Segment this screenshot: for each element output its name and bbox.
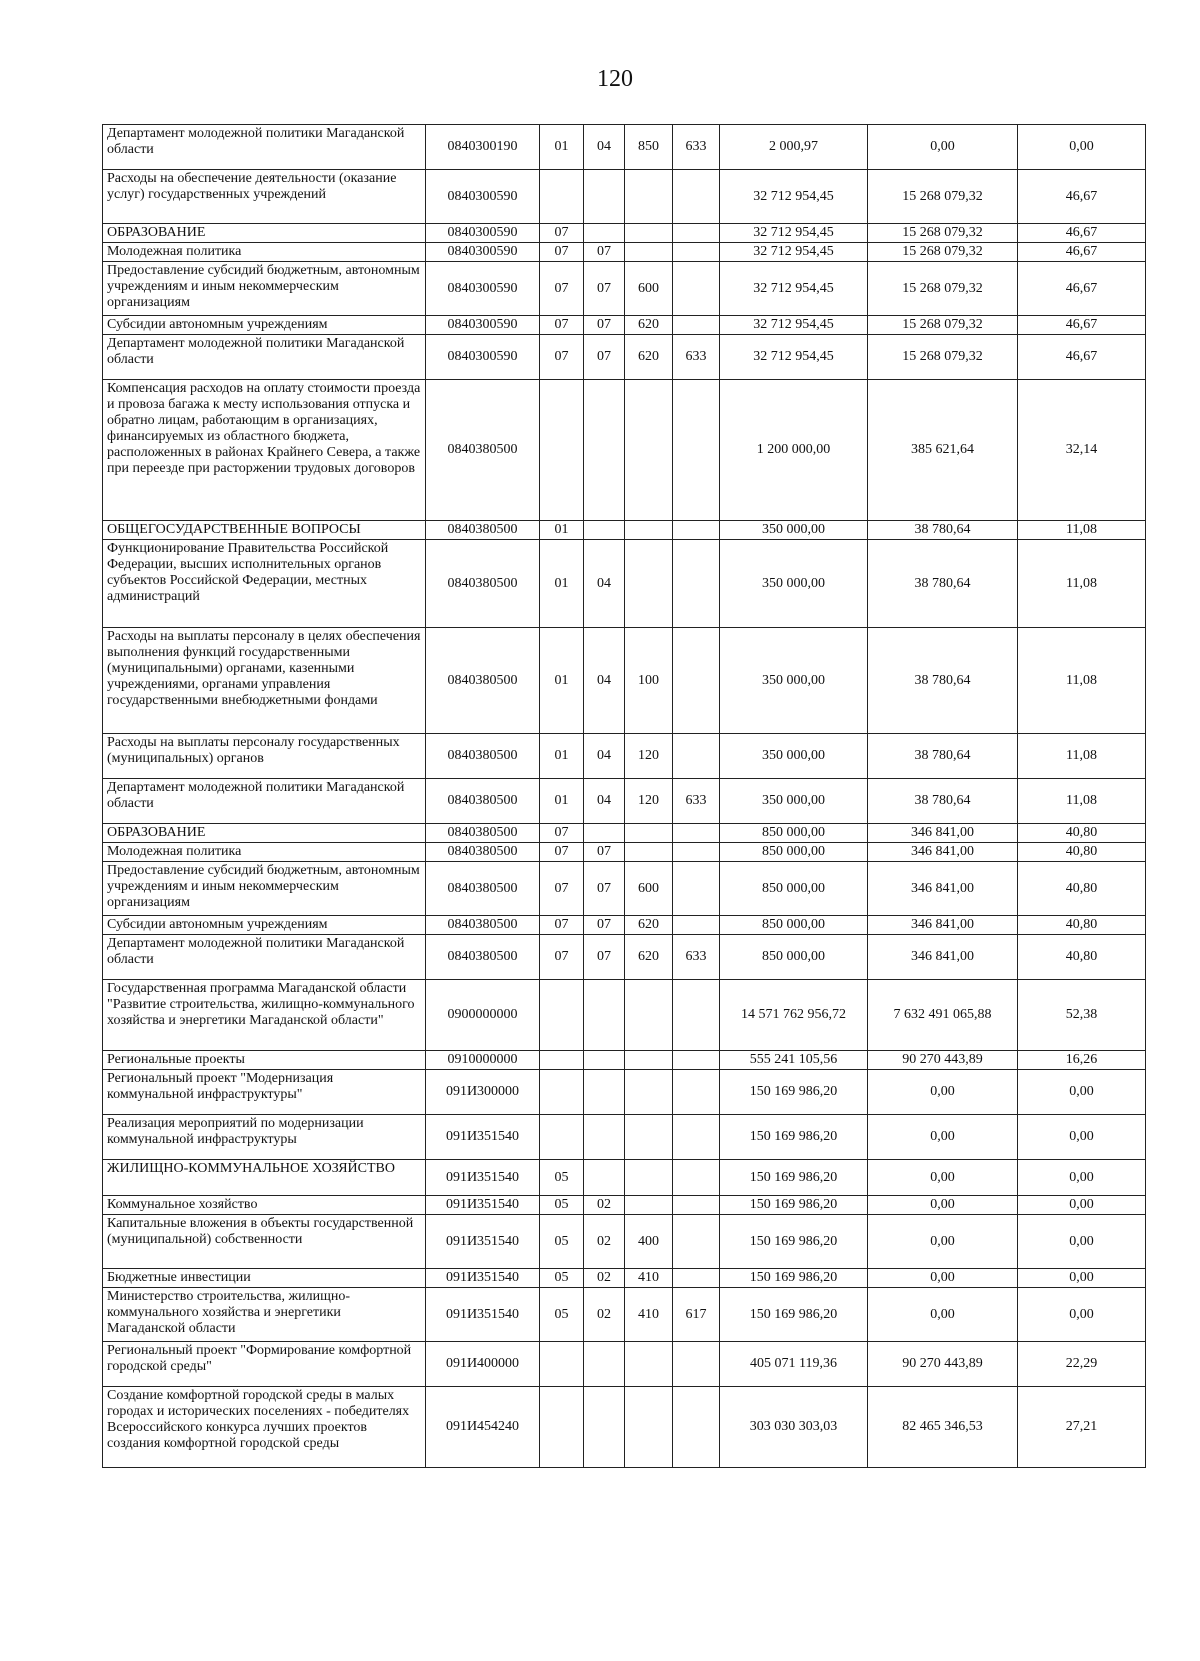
- row-actual: 0,00: [868, 1215, 1018, 1269]
- row-grbs: 633: [673, 125, 720, 170]
- row-actual: 38 780,64: [868, 540, 1018, 628]
- row-name: ЖИЛИЩНО-КОММУНАЛЬНОЕ ХОЗЯЙСТВО: [103, 1160, 426, 1196]
- row-vr: [625, 1160, 673, 1196]
- row-percent: 40,80: [1018, 916, 1146, 935]
- row-percent: 32,14: [1018, 380, 1146, 521]
- row-subsection: 04: [584, 628, 625, 734]
- row-grbs: [673, 262, 720, 316]
- row-subsection: 04: [584, 734, 625, 779]
- row-name: Департамент молодежной политики Магаданской области: [103, 125, 426, 170]
- row-grbs: [673, 1051, 720, 1070]
- row-vr: [625, 1115, 673, 1160]
- row-code: 0840300590: [426, 262, 540, 316]
- row-percent: 40,80: [1018, 824, 1146, 843]
- row-percent: 11,08: [1018, 779, 1146, 824]
- row-subsection: [584, 380, 625, 521]
- row-section: [540, 1070, 584, 1115]
- row-vr: 620: [625, 916, 673, 935]
- row-vr: [625, 1051, 673, 1070]
- row-plan: 2 000,97: [720, 125, 868, 170]
- row-plan: 303 030 303,03: [720, 1387, 868, 1468]
- row-actual: 15 268 079,32: [868, 335, 1018, 380]
- table-row: [103, 125, 1146, 170]
- row-section: 07: [540, 262, 584, 316]
- table-row: [103, 243, 1146, 262]
- row-section: 07: [540, 335, 584, 380]
- row-actual: 346 841,00: [868, 935, 1018, 980]
- row-actual: 0,00: [868, 1070, 1018, 1115]
- row-code: 0840380500: [426, 628, 540, 734]
- row-name: Расходы на обеспечение деятельности (оказание услуг) государственных учреждений: [103, 170, 426, 224]
- row-name: Бюджетные инвестиции: [103, 1269, 426, 1288]
- row-code: 091И400000: [426, 1342, 540, 1387]
- row-name: ОБЩЕГОСУДАРСТВЕННЫЕ ВОПРОСЫ: [103, 521, 426, 540]
- table-row: [103, 734, 1146, 779]
- row-plan: 150 169 986,20: [720, 1070, 868, 1115]
- table-row: [103, 843, 1146, 862]
- row-section: 05: [540, 1269, 584, 1288]
- row-section: 07: [540, 243, 584, 262]
- row-subsection: [584, 824, 625, 843]
- row-subsection: [584, 1051, 625, 1070]
- row-code: 0840380500: [426, 521, 540, 540]
- row-percent: 46,67: [1018, 170, 1146, 224]
- table-row: [103, 262, 1146, 316]
- row-percent: 52,38: [1018, 980, 1146, 1051]
- row-percent: 16,26: [1018, 1051, 1146, 1070]
- table-row: [103, 540, 1146, 628]
- row-percent: 11,08: [1018, 521, 1146, 540]
- row-code: 0840380500: [426, 843, 540, 862]
- row-actual: 90 270 443,89: [868, 1051, 1018, 1070]
- row-subsection: 02: [584, 1196, 625, 1215]
- table-row: [103, 862, 1146, 916]
- row-vr: 600: [625, 862, 673, 916]
- row-code: 0840300590: [426, 170, 540, 224]
- table-row: [103, 1269, 1146, 1288]
- row-grbs: [673, 224, 720, 243]
- row-vr: [625, 224, 673, 243]
- row-percent: 46,67: [1018, 335, 1146, 380]
- row-grbs: [673, 1196, 720, 1215]
- row-actual: 346 841,00: [868, 916, 1018, 935]
- row-code: 091И351540: [426, 1269, 540, 1288]
- row-name: Региональный проект "Модернизация коммунальной инфраструктуры": [103, 1070, 426, 1115]
- row-grbs: [673, 1115, 720, 1160]
- table-row: [103, 1115, 1146, 1160]
- row-actual: 346 841,00: [868, 843, 1018, 862]
- row-plan: 32 712 954,45: [720, 316, 868, 335]
- row-subsection: [584, 1115, 625, 1160]
- table-row: [103, 1342, 1146, 1387]
- row-vr: [625, 170, 673, 224]
- row-grbs: [673, 980, 720, 1051]
- row-actual: 38 780,64: [868, 779, 1018, 824]
- row-grbs: [673, 862, 720, 916]
- row-code: 091И300000: [426, 1070, 540, 1115]
- row-name: Департамент молодежной политики Магаданской области: [103, 779, 426, 824]
- row-plan: 350 000,00: [720, 628, 868, 734]
- row-actual: 0,00: [868, 1288, 1018, 1342]
- row-code: 091И351540: [426, 1115, 540, 1160]
- row-subsection: [584, 1160, 625, 1196]
- row-section: 01: [540, 628, 584, 734]
- row-actual: 15 268 079,32: [868, 316, 1018, 335]
- row-section: [540, 380, 584, 521]
- row-subsection: 07: [584, 262, 625, 316]
- row-section: 07: [540, 224, 584, 243]
- table-row: [103, 916, 1146, 935]
- row-section: 01: [540, 125, 584, 170]
- row-plan: 350 000,00: [720, 540, 868, 628]
- row-plan: 850 000,00: [720, 843, 868, 862]
- row-subsection: [584, 1070, 625, 1115]
- row-percent: 0,00: [1018, 1196, 1146, 1215]
- row-name: Государственная программа Магаданской области "Развитие строительства, жилищно-коммунального хозяйства и энергетики Магаданской области": [103, 980, 426, 1051]
- row-subsection: 07: [584, 316, 625, 335]
- row-plan: 150 169 986,20: [720, 1115, 868, 1160]
- row-plan: 350 000,00: [720, 521, 868, 540]
- row-grbs: [673, 316, 720, 335]
- row-name: Предоставление субсидий бюджетным, автономным учреждениям и иным некоммерческим организациям: [103, 262, 426, 316]
- row-subsection: [584, 224, 625, 243]
- row-vr: 120: [625, 779, 673, 824]
- row-subsection: 04: [584, 125, 625, 170]
- row-plan: 14 571 762 956,72: [720, 980, 868, 1051]
- row-subsection: 02: [584, 1215, 625, 1269]
- row-grbs: [673, 243, 720, 262]
- row-name: Капитальные вложения в объекты государственной (муниципальной) собственности: [103, 1215, 426, 1269]
- row-code: 0840380500: [426, 734, 540, 779]
- row-grbs: [673, 628, 720, 734]
- row-name: Молодежная политика: [103, 843, 426, 862]
- row-code: 0840300590: [426, 243, 540, 262]
- row-code: 0840380500: [426, 862, 540, 916]
- row-subsection: 02: [584, 1288, 625, 1342]
- row-code: 0840300590: [426, 335, 540, 380]
- row-section: [540, 1051, 584, 1070]
- table-row: [103, 335, 1146, 380]
- row-percent: 0,00: [1018, 1115, 1146, 1160]
- row-section: 07: [540, 824, 584, 843]
- row-code: 0840380500: [426, 824, 540, 843]
- table-row: [103, 224, 1146, 243]
- row-grbs: [673, 734, 720, 779]
- table-row: [103, 824, 1146, 843]
- row-plan: 850 000,00: [720, 862, 868, 916]
- row-name: Министерство строительства, жилищно-коммунального хозяйства и энергетики Магаданской области: [103, 1288, 426, 1342]
- row-percent: 40,80: [1018, 862, 1146, 916]
- row-vr: [625, 980, 673, 1051]
- row-plan: 850 000,00: [720, 824, 868, 843]
- row-plan: 850 000,00: [720, 916, 868, 935]
- row-grbs: 633: [673, 335, 720, 380]
- row-actual: 0,00: [868, 1196, 1018, 1215]
- row-actual: 15 268 079,32: [868, 243, 1018, 262]
- row-subsection: 04: [584, 540, 625, 628]
- row-percent: 0,00: [1018, 1269, 1146, 1288]
- row-grbs: [673, 1070, 720, 1115]
- row-actual: 38 780,64: [868, 521, 1018, 540]
- row-code: 0840300590: [426, 224, 540, 243]
- row-actual: 346 841,00: [868, 824, 1018, 843]
- row-code: 0840380500: [426, 380, 540, 521]
- row-code: 091И351540: [426, 1288, 540, 1342]
- row-section: [540, 1387, 584, 1468]
- row-grbs: [673, 1387, 720, 1468]
- row-grbs: [673, 1269, 720, 1288]
- row-name: Региональный проект "Формирование комфортной городской среды": [103, 1342, 426, 1387]
- row-plan: 850 000,00: [720, 935, 868, 980]
- row-plan: 32 712 954,45: [720, 170, 868, 224]
- row-grbs: [673, 916, 720, 935]
- row-subsection: 02: [584, 1269, 625, 1288]
- row-name: Функционирование Правительства Российской Федерации, высших исполнительных органов субъектов Российской Федерации, местных администраций: [103, 540, 426, 628]
- row-vr: [625, 380, 673, 521]
- row-name: Предоставление субсидий бюджетным, автономным учреждениям и иным некоммерческим организациям: [103, 862, 426, 916]
- row-grbs: [673, 1160, 720, 1196]
- row-grbs: [673, 521, 720, 540]
- row-vr: 120: [625, 734, 673, 779]
- row-plan: 150 169 986,20: [720, 1288, 868, 1342]
- row-plan: 32 712 954,45: [720, 224, 868, 243]
- row-percent: 40,80: [1018, 935, 1146, 980]
- row-grbs: [673, 1215, 720, 1269]
- row-section: 05: [540, 1215, 584, 1269]
- row-grbs: [673, 1342, 720, 1387]
- row-vr: 620: [625, 335, 673, 380]
- row-subsection: [584, 980, 625, 1051]
- row-section: [540, 980, 584, 1051]
- row-plan: 32 712 954,45: [720, 335, 868, 380]
- row-percent: 0,00: [1018, 1215, 1146, 1269]
- row-subsection: 04: [584, 779, 625, 824]
- row-vr: [625, 1387, 673, 1468]
- row-plan: 150 169 986,20: [720, 1215, 868, 1269]
- row-subsection: [584, 170, 625, 224]
- row-vr: 100: [625, 628, 673, 734]
- row-plan: 150 169 986,20: [720, 1196, 868, 1215]
- table-row: [103, 935, 1146, 980]
- table-row: [103, 1288, 1146, 1342]
- row-percent: 0,00: [1018, 125, 1146, 170]
- row-name: ОБРАЗОВАНИЕ: [103, 824, 426, 843]
- row-vr: 400: [625, 1215, 673, 1269]
- row-subsection: 07: [584, 843, 625, 862]
- row-plan: 150 169 986,20: [720, 1160, 868, 1196]
- row-plan: 150 169 986,20: [720, 1269, 868, 1288]
- row-code: 091И351540: [426, 1160, 540, 1196]
- row-subsection: 07: [584, 916, 625, 935]
- row-name: Компенсация расходов на оплату стоимости проезда и провоза багажа к месту использования отпуска и обратно лицам, работающим в организациях, финансируемых из областного бюджета, расположенных в районах Крайнего Севера, а также при переезде при расторжении трудовых договоров: [103, 380, 426, 521]
- row-actual: 15 268 079,32: [868, 262, 1018, 316]
- row-code: 091И454240: [426, 1387, 540, 1468]
- row-section: [540, 170, 584, 224]
- row-grbs: 633: [673, 935, 720, 980]
- row-actual: 0,00: [868, 1269, 1018, 1288]
- row-vr: [625, 540, 673, 628]
- row-name: Департамент молодежной политики Магаданской области: [103, 335, 426, 380]
- row-name: Создание комфортной городской среды в малых городах и исторических поселениях - победителях Всероссийского конкурса лучших проектов создания комфортной городской среды: [103, 1387, 426, 1468]
- budget-table: [102, 124, 1146, 1468]
- row-name: Субсидии автономным учреждениям: [103, 316, 426, 335]
- table-row: [103, 1070, 1146, 1115]
- row-plan: 32 712 954,45: [720, 243, 868, 262]
- table-row: [103, 1215, 1146, 1269]
- row-code: 0840300190: [426, 125, 540, 170]
- table-row: [103, 1051, 1146, 1070]
- row-name: Молодежная политика: [103, 243, 426, 262]
- row-section: 07: [540, 916, 584, 935]
- row-vr: 410: [625, 1269, 673, 1288]
- row-percent: 27,21: [1018, 1387, 1146, 1468]
- row-name: Региональные проекты: [103, 1051, 426, 1070]
- row-actual: 38 780,64: [868, 734, 1018, 779]
- row-plan: 32 712 954,45: [720, 262, 868, 316]
- row-grbs: [673, 380, 720, 521]
- row-plan: 555 241 105,56: [720, 1051, 868, 1070]
- row-section: 07: [540, 935, 584, 980]
- page-number: 120: [597, 66, 633, 92]
- table-row: [103, 170, 1146, 224]
- row-vr: 850: [625, 125, 673, 170]
- row-actual: 346 841,00: [868, 862, 1018, 916]
- row-percent: 0,00: [1018, 1288, 1146, 1342]
- row-name: Департамент молодежной политики Магаданской области: [103, 935, 426, 980]
- row-percent: 46,67: [1018, 243, 1146, 262]
- row-code: 0900000000: [426, 980, 540, 1051]
- table-row: [103, 380, 1146, 521]
- table-body: [103, 125, 1146, 1468]
- row-section: 07: [540, 862, 584, 916]
- row-percent: 0,00: [1018, 1070, 1146, 1115]
- row-section: 01: [540, 734, 584, 779]
- row-vr: [625, 243, 673, 262]
- row-name: ОБРАЗОВАНИЕ: [103, 224, 426, 243]
- row-actual: 0,00: [868, 1115, 1018, 1160]
- row-percent: 46,67: [1018, 224, 1146, 243]
- row-grbs: [673, 843, 720, 862]
- row-plan: 350 000,00: [720, 734, 868, 779]
- row-code: 0840300590: [426, 316, 540, 335]
- row-section: 07: [540, 843, 584, 862]
- row-percent: 11,08: [1018, 734, 1146, 779]
- row-grbs: [673, 170, 720, 224]
- row-section: 07: [540, 316, 584, 335]
- table-row: [103, 316, 1146, 335]
- row-subsection: [584, 521, 625, 540]
- row-percent: 11,08: [1018, 628, 1146, 734]
- row-actual: 90 270 443,89: [868, 1342, 1018, 1387]
- row-vr: 620: [625, 935, 673, 980]
- row-actual: 15 268 079,32: [868, 224, 1018, 243]
- row-percent: 22,29: [1018, 1342, 1146, 1387]
- table-row: [103, 628, 1146, 734]
- row-name: Расходы на выплаты персоналу в целях обеспечения выполнения функций государственными (муниципальными) органами, казенными учреждениями, органами управления государственными внебюджетными фондами: [103, 628, 426, 734]
- row-code: 091И351540: [426, 1215, 540, 1269]
- row-code: 0840380500: [426, 779, 540, 824]
- row-name: Расходы на выплаты персоналу государственных (муниципальных) органов: [103, 734, 426, 779]
- row-vr: 410: [625, 1288, 673, 1342]
- row-vr: [625, 843, 673, 862]
- row-percent: 11,08: [1018, 540, 1146, 628]
- row-code: 0840380500: [426, 916, 540, 935]
- row-vr: [625, 521, 673, 540]
- row-section: 01: [540, 521, 584, 540]
- table-row: [103, 1196, 1146, 1215]
- table-row: [103, 1387, 1146, 1468]
- row-actual: 38 780,64: [868, 628, 1018, 734]
- row-name: Субсидии автономным учреждениям: [103, 916, 426, 935]
- row-actual: 82 465 346,53: [868, 1387, 1018, 1468]
- row-percent: 46,67: [1018, 316, 1146, 335]
- row-plan: 1 200 000,00: [720, 380, 868, 521]
- row-subsection: [584, 1387, 625, 1468]
- row-code: 091И351540: [426, 1196, 540, 1215]
- table-row: [103, 1160, 1146, 1196]
- row-plan: 405 071 119,36: [720, 1342, 868, 1387]
- row-percent: 46,67: [1018, 262, 1146, 316]
- row-section: 05: [540, 1160, 584, 1196]
- row-section: 05: [540, 1196, 584, 1215]
- row-code: 0840380500: [426, 540, 540, 628]
- row-section: 01: [540, 540, 584, 628]
- row-vr: [625, 1342, 673, 1387]
- row-code: 0910000000: [426, 1051, 540, 1070]
- table-row: [103, 779, 1146, 824]
- row-vr: [625, 1196, 673, 1215]
- table-row: [103, 980, 1146, 1051]
- row-vr: 620: [625, 316, 673, 335]
- row-name: Коммунальное хозяйство: [103, 1196, 426, 1215]
- row-subsection: [584, 1342, 625, 1387]
- row-actual: 385 621,64: [868, 380, 1018, 521]
- row-grbs: 617: [673, 1288, 720, 1342]
- table-row: [103, 521, 1146, 540]
- row-code: 0840380500: [426, 935, 540, 980]
- row-subsection: 07: [584, 862, 625, 916]
- row-section: [540, 1115, 584, 1160]
- row-vr: [625, 1070, 673, 1115]
- row-percent: 40,80: [1018, 843, 1146, 862]
- row-actual: 0,00: [868, 125, 1018, 170]
- row-subsection: 07: [584, 243, 625, 262]
- row-section: 01: [540, 779, 584, 824]
- row-subsection: 07: [584, 935, 625, 980]
- row-subsection: 07: [584, 335, 625, 380]
- row-actual: 0,00: [868, 1160, 1018, 1196]
- row-grbs: [673, 540, 720, 628]
- row-actual: 15 268 079,32: [868, 170, 1018, 224]
- row-percent: 0,00: [1018, 1160, 1146, 1196]
- row-grbs: [673, 824, 720, 843]
- row-name: Реализация мероприятий по модернизации коммунальной инфраструктуры: [103, 1115, 426, 1160]
- row-vr: [625, 824, 673, 843]
- row-section: 05: [540, 1288, 584, 1342]
- row-section: [540, 1342, 584, 1387]
- row-vr: 600: [625, 262, 673, 316]
- row-plan: 350 000,00: [720, 779, 868, 824]
- row-grbs: 633: [673, 779, 720, 824]
- row-actual: 7 632 491 065,88: [868, 980, 1018, 1051]
